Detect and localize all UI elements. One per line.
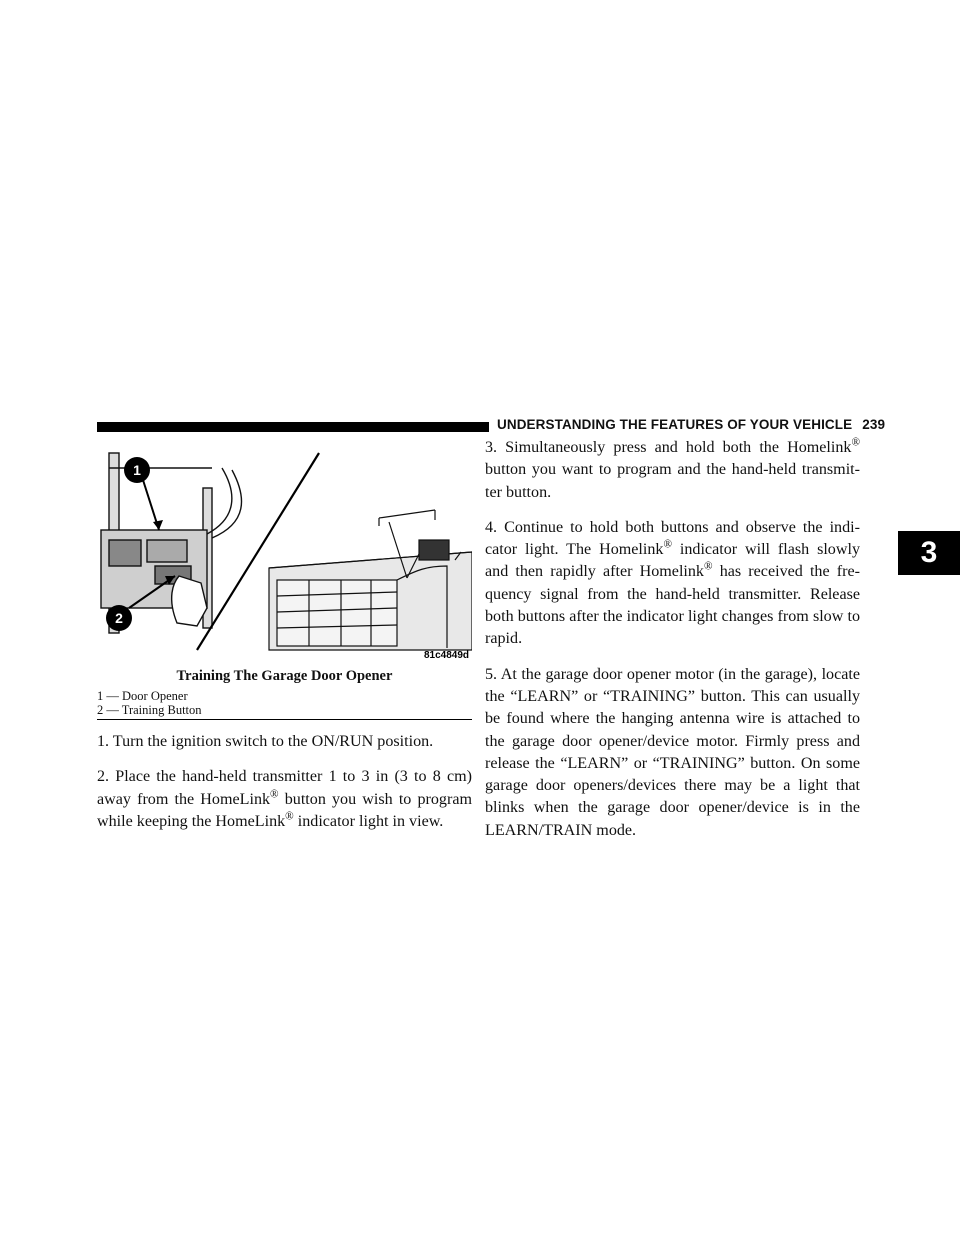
garage-interior-drawing [269,510,472,650]
callout-2-label: 2 [115,610,123,626]
figure-legend [97,689,472,717]
chapter-tab: 3 [898,531,960,575]
callout-1-label: 1 [133,462,141,478]
page-header [497,417,886,432]
right-column [485,437,860,855]
step-5: 5. At the garage door opener motor (in the garage), locate the “LEARN” or “TRAINING” button. This can usually be found where the hanging antenna wire is attached to the garage door opener/device motor. Firmly press and release the “LEARN” or “TRAINING” button. On some garage door openers/devices there may be a light that blinks when the garage door opener/device is in the LEARN/TRAIN mode. [485,665,860,839]
garage-door-opener-illustration [97,448,472,663]
page-number: 239 [862,417,886,432]
image-code: 81c4849d [423,650,469,661]
legend-item-training-button: 2 — Training Button [97,703,202,717]
left-column [97,731,472,846]
figure-caption: Training The Garage Door Opener [176,668,393,684]
step-4: 4. Continue to hold both buttons and observe the indi-cator light. The Homelink® indicator will flash slowly and then rapidly after Homelink® has received the fre-quency signal from the hand-held transmitter. Release both buttons after the indicator light changes from slow to rapid. [485,518,860,648]
step-1: 1. Turn the ignition switch to the ON/RUN position. [97,733,434,750]
step-2: 2. Place the hand-held transmitter 1 to 3 in (3 to 8 cm) away from the HomeLink® button you wish to program while keeping the HomeLink® indicator light in view. [97,768,472,830]
step-3: 3. Simultaneously press and hold both the Homelink® button you want to program and the hand-held transmit-ter button. [485,436,860,501]
legend-rule [97,719,472,720]
section-title: UNDERSTANDING THE FEATURES OF YOUR VEHICLE [497,417,853,432]
legend-item-door-opener: 1 — Door Opener [97,689,188,703]
header-rule [97,422,489,432]
